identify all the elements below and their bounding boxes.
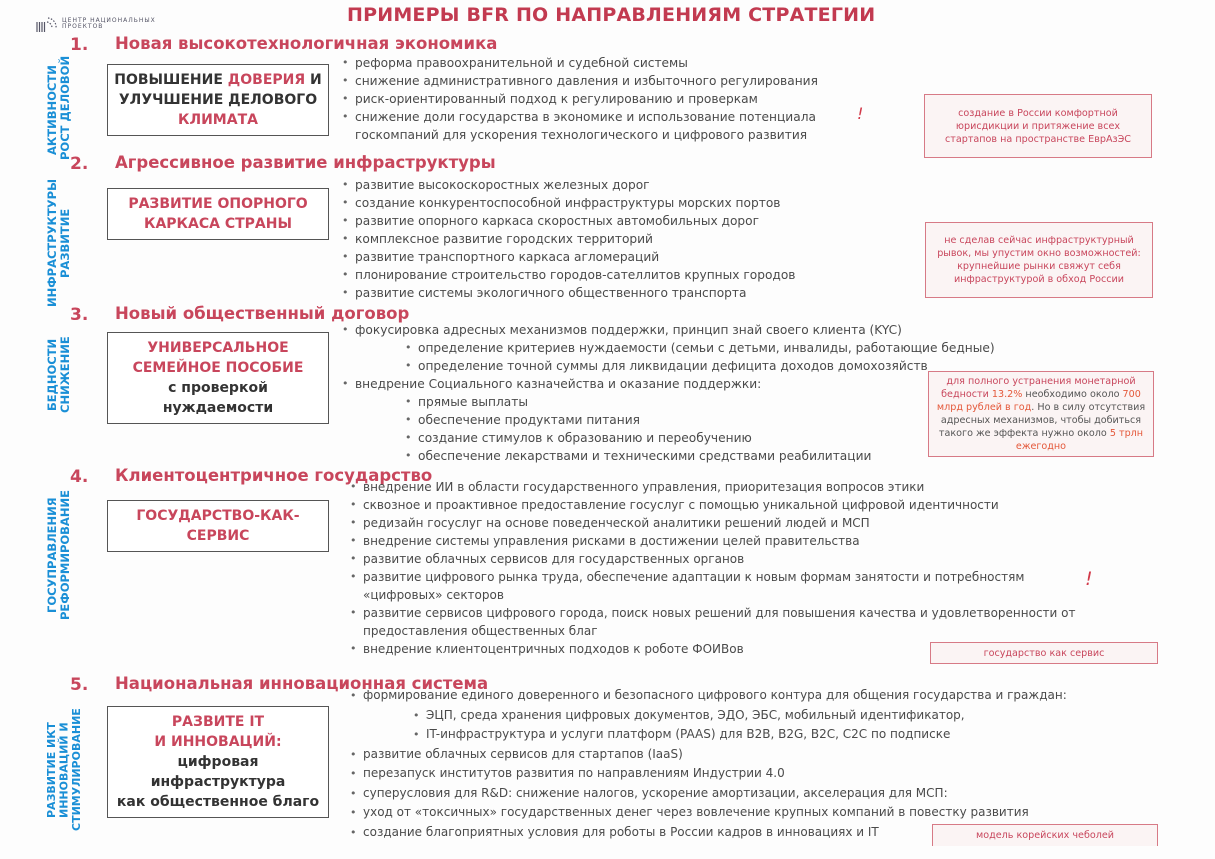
- note-text: необходимо около: [1022, 389, 1123, 400]
- sub-bullet-item: • обеспечение лекарствами и техническими средствами реабилитации: [340, 447, 995, 465]
- box-text: РАЗВИТЕ IT: [171, 714, 265, 730]
- section-5-bullets: [348, 686, 1067, 842]
- bullet-item: • комплексное развитие городских территорий: [340, 230, 795, 248]
- bullet-item: • создание благоприятных условия для роботы в России кадров в инновациях и IT: [348, 823, 1067, 843]
- logo-line2: ПРОЕКТОВ: [62, 23, 104, 30]
- section-4-side-label: [46, 490, 72, 620]
- side-label-line: АКТИВНОСТИ: [45, 65, 59, 155]
- section-4-focus-box: [107, 500, 329, 552]
- section-5-title: Национальная инновационная система: [115, 674, 489, 693]
- section-2-side-label: [46, 178, 72, 308]
- box-text: И ИННОВАЦИЙ:: [154, 734, 282, 750]
- page-title: ПРИМЕРЫ BFR ПО НАПРАВЛЕНИЯМ СТРАТЕГИИ: [347, 4, 876, 26]
- bullet-item: • уход от «токсичных» государственных денег через вовлечение крупных компаний в повестку развития: [348, 803, 1067, 823]
- section-2-number: 2.: [70, 154, 89, 174]
- bullet-item: • внедрение ИИ в области государственного управления, приоритезация вопросов этики: [348, 478, 1076, 496]
- box-text: ПОВЫШЕНИЕ: [114, 72, 228, 88]
- bullet-item: • внедрение Социального казначейства и оказание поддержки:: [340, 375, 995, 393]
- bullet-item: • развитие сервисов цифрового города, поиск новых решений для повышения качества и удовлетворенности от: [348, 604, 1076, 622]
- section-2-title: Агрессивное развитие инфраструктуры: [115, 153, 496, 172]
- bullet-item: • риск-ориентированный подход к регулированию и проверкам: [340, 90, 818, 108]
- bullet-item: • реформа правоохранительной и судебной системы: [340, 54, 818, 72]
- section-4-title: Клиентоцентричное государство: [115, 466, 433, 485]
- bullet-item: • сквозное и проактивное предоставление госуслуг с помощью уникальной цифровой идентичности: [348, 496, 1076, 514]
- box-text: ГОСУДАРСТВО-КАК-: [136, 508, 300, 524]
- box-text: цифровая: [177, 754, 259, 770]
- section-3-note: [928, 371, 1154, 457]
- section-5-note: модель корейских чеболей: [932, 824, 1158, 846]
- side-label-line: РЕФОРМИРОВАНИЕ: [58, 490, 72, 620]
- section-5-side-label: [46, 695, 84, 845]
- bullet-item: • развитие цифрового рынка труда, обеспечение адаптации к новым формам занятости и потребностям: [348, 568, 1076, 586]
- side-label-line: РОСТ ДЕЛОВОЙ: [58, 55, 72, 160]
- note-value: 5 трлн ежегодно: [1015, 428, 1144, 452]
- sub-bullet-item: • IT-инфраструктура и услуги платформ (PAAS) для B2B, B2G, B2C, C2C по подписке: [348, 725, 1067, 745]
- bullet-item-continuation: предоставления общественных благ: [363, 624, 598, 638]
- box-text: РАЗВИТИЕ ОПОРНОГО: [128, 196, 308, 212]
- bullet-item: • редизайн госуслуг на основе поведенческой аналитики решений людей и МСП: [348, 514, 1076, 532]
- box-text: как общественное благо: [116, 794, 320, 810]
- side-label-line: ИНФРАСТРУКТУРЫ: [45, 178, 59, 308]
- box-text-highlight: ДОВЕРИЯ: [227, 72, 306, 88]
- bullet-item-continuation: «цифровых» секторов: [363, 588, 504, 602]
- bullet-item: • развитие опорного каркаса скоростных автомобильных дорог: [340, 212, 795, 230]
- section-1-number: 1.: [70, 35, 89, 55]
- note-text: . Но в силу отсутствия адресных механизмов, чтобы добиться такого же эффекта нужно около: [938, 402, 1146, 439]
- section-1-title: Новая высокотехнологичная экономика: [115, 34, 498, 53]
- exclamation-mark: !: [857, 104, 864, 123]
- side-label-line: ГОСУПРАВЛЕНИЯ: [45, 497, 59, 613]
- side-label-line: РАЗВИТИЕ ИКТ: [45, 722, 58, 818]
- section-4-number: 4.: [70, 467, 89, 487]
- section-3-focus-box: [107, 332, 329, 424]
- box-text: инфраструктура: [150, 774, 286, 790]
- box-text: УЛУЧШЕНИЕ ДЕЛОВОГО: [118, 92, 318, 108]
- bullet-item: • снижение доли государства в экономике и использование потенциала: [340, 108, 818, 126]
- bullet-item: • развитие высокоскоростных железных дорог: [340, 176, 795, 194]
- box-text: нуждаемости: [162, 400, 274, 416]
- section-3-title: Новый общественный договор: [115, 304, 410, 323]
- logo: [36, 14, 156, 34]
- box-text: СЕРВИС: [186, 528, 250, 544]
- side-label-line: РАЗВИТИЕ: [58, 208, 72, 278]
- section-3-side-label: [46, 330, 72, 420]
- exclamation-mark: !: [1085, 568, 1093, 590]
- side-label-line: БЕДНОСТИ: [45, 338, 59, 412]
- bullet-item-continuation: госкомпаний для ускорения технологического и цифрового развития: [355, 128, 808, 142]
- section-2-note: не сделав сейчас инфраструктурный рывок, мы упустим окно возможностей: крупнейшие рынки свяжут себя инфраструктурой в обход России: [925, 222, 1153, 298]
- side-label-line: СНИЖЕНИЕ: [58, 336, 72, 414]
- bullet-item: • снижение административного давления и избыточного регулирования: [340, 72, 818, 90]
- box-text: с проверкой: [168, 380, 268, 396]
- section-1-side-label: [45, 55, 72, 160]
- bullet-item: • плонирование строительство городов-сателлитов крупных городов: [340, 266, 795, 284]
- box-text: УНИВЕРСАЛЬНОЕ: [147, 340, 289, 356]
- logo-line1: ЦЕНТР НАЦИОНАЛЬНЫХ: [62, 17, 156, 24]
- bullet-item: • формирование единого доверенного и безопасного цифрового контура для общения государства и граждан:: [348, 686, 1067, 706]
- bullet-item: • создание конкурентоспособной инфраструктуры морских портов: [340, 194, 795, 212]
- sub-bullet-item: • определение критериев нуждаемости (семьи с детьми, инвалиды, работающие бедные): [340, 339, 995, 357]
- bullet-item: • развитие транспортного каркаса агломераций: [340, 248, 795, 266]
- side-label-line: ИННОВАЦИЙ И: [57, 722, 71, 818]
- bullet-item: • фокусировка адресных механизмов поддержки, принцип знай своего клиента (KYC): [340, 321, 995, 339]
- bullet-item: • внедрение клиентоцентричных подходов к роботе ФОИВов: [348, 640, 1076, 658]
- note-value: 13.2%: [991, 389, 1023, 400]
- bullet-item: • развитие облачных сервисов для стартапов (IaaS): [348, 745, 1067, 765]
- bullet-item: • суперусловия для R&D: снижение налогов, ускорение амортизации, акселерация для МСП:: [348, 784, 1067, 804]
- bullet-item: • развитие системы экологичного общественного транспорта: [340, 284, 795, 302]
- note-text: для полного устранения монетарной бедности: [941, 376, 1136, 400]
- bullet-item: • внедрение системы управления рисками в достижении целей правительства: [348, 532, 1076, 550]
- box-text: СЕМЕЙНОЕ ПОСОБИЕ: [132, 360, 304, 376]
- section-1-note: создание в России комфортной юрисдикции и притяжение всех стартапов на пространстве ЕврАзЭС: [924, 94, 1152, 158]
- section-1-bullets: [340, 54, 818, 144]
- sub-bullet-item: • прямые выплаты: [340, 393, 995, 411]
- section-5-number: 5.: [70, 675, 89, 695]
- section-2-focus-box: [107, 188, 329, 240]
- side-label-line: СТИМУЛИРОВАНИЕ: [70, 708, 83, 832]
- bullet-item: • перезапуск институтов развития по направлениям Индустрии 4.0: [348, 764, 1067, 784]
- section-2-bullets: [340, 176, 795, 302]
- sub-bullet-item: • ЭЦП, среда хранения цифровых документов, ЭДО, ЭБС, мобильный идентификатор,: [348, 706, 1067, 726]
- section-4-bullets: [348, 478, 1076, 658]
- sub-bullet-item: • обеспечение продуктами питания: [340, 411, 995, 429]
- sub-bullet-item: • создание стимулов к образованию и переобучению: [340, 429, 995, 447]
- box-text-highlight: КЛИМАТА: [178, 112, 258, 128]
- box-text: И: [305, 72, 322, 88]
- note-value: 700 млрд рублей в год: [936, 389, 1141, 413]
- cnp-logo-icon: [36, 14, 58, 34]
- section-3-bullets: [340, 321, 995, 465]
- sub-bullet-item: • определение точной суммы для ликвидации дефицита доходов домохозяйств: [340, 357, 995, 375]
- section-3-number: 3.: [70, 305, 89, 325]
- bullet-item: • развитие облачных сервисов для государственных органов: [348, 550, 1076, 568]
- section-5-focus-box: [107, 706, 329, 818]
- section-1-focus-box: [107, 64, 329, 136]
- section-4-note: государство как сервис: [930, 642, 1158, 664]
- box-text: КАРКАСА СТРАНЫ: [144, 216, 292, 232]
